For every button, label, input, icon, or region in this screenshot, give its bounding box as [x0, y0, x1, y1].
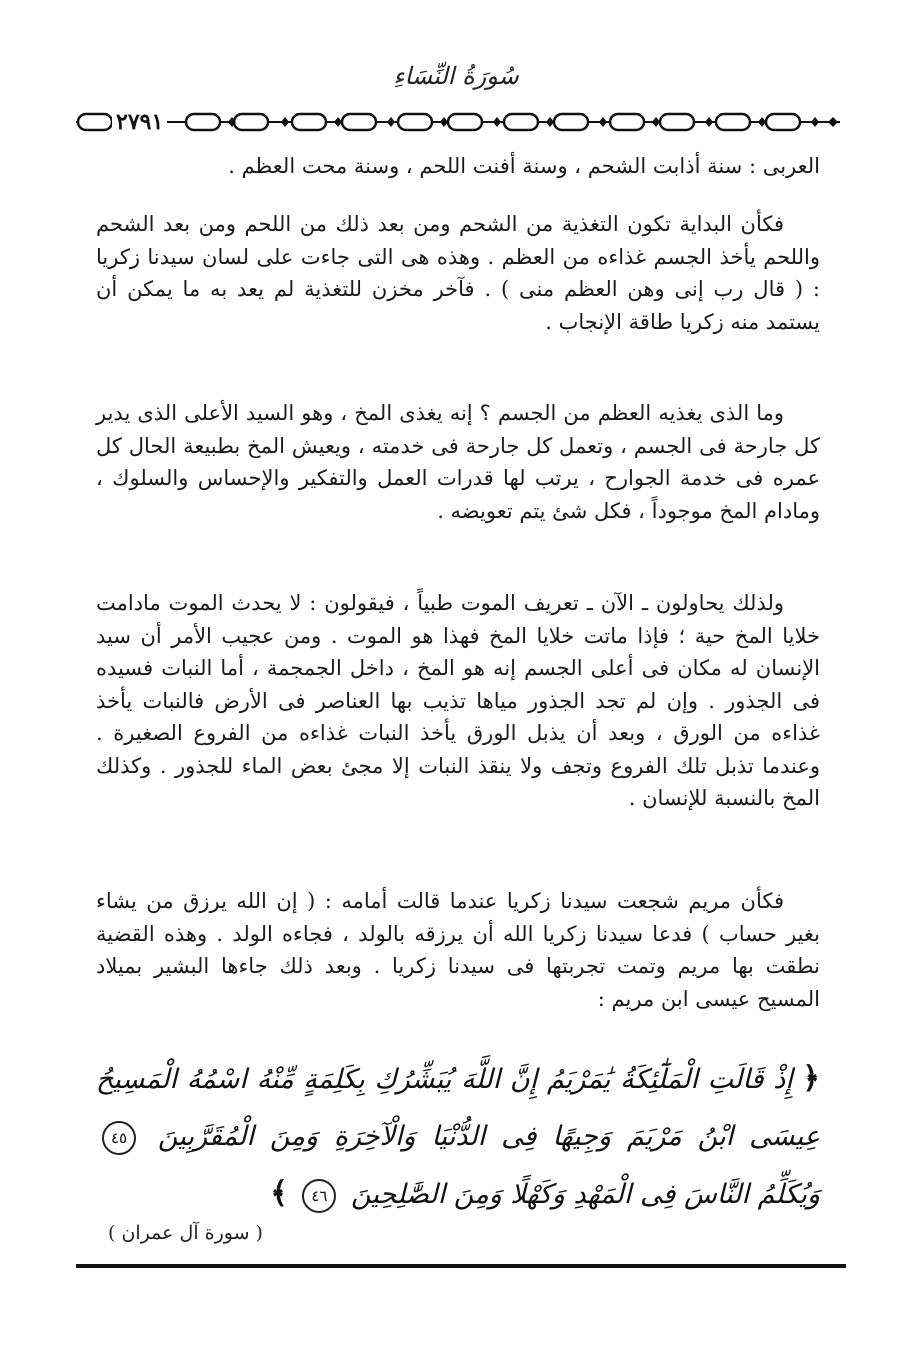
footer-divider	[76, 1264, 846, 1268]
surah-title: سُورَةُ النِّسَاءِ	[393, 62, 519, 90]
page-number: ٢٧٩١	[112, 108, 167, 136]
paragraph-maryam	[96, 885, 820, 1015]
ornamental-header-band	[76, 108, 840, 136]
paragraph-brain	[96, 397, 820, 527]
paragraph-text: فكأن مريم شجعت سيدنا زكريا عندما قالت أمامه : ( إن الله يرزق من يشاء بغير حساب ) فدعا سيدنا زكريا الله أن يرزقه بالولد ، فجاءه الولد . وهذه القضية نطقت بها مريم وتمت تجربتها فى سيدنا زكريا . وبعد ذلك جاءها البشير بميلاد المسيح عيسى ابن مريم :	[96, 889, 820, 1011]
quran-verse-block	[96, 1050, 820, 1223]
paragraph-death-definition	[96, 587, 820, 815]
paragraph-text: فكأن البداية تكون التغذية من الشحم ومن بعد ذلك من اللحم ومن بعد الشحم واللحم يأخذ الجسم غذاءه من العظم . وهذه هى التى جاءت على لسان سيدنا زكريا : ( قال رب إنى وهن العظم منى ) . فآخر مخزن للتغذية لم يعد به ما يمكن أن يستمد منه زكريا طاقة الإنجاب .	[96, 212, 820, 334]
quran-verse-text: وَيُكَلِّمُ النَّاسَ فِى الْمَهْدِ وَكَهْلًا وَمِنَ الصَّٰلِحِينَ	[350, 1179, 820, 1210]
verse-source-citation: ( سورة آل عمران )	[108, 1222, 263, 1244]
paragraph-nutrition	[96, 208, 820, 338]
ayah-number-marker: ٤٥	[102, 1121, 136, 1155]
quran-open-bracket: ﴿	[802, 1061, 820, 1096]
paragraph-text: وما الذى يغذيه العظم من الجسم ؟ إنه يغذى المخ ، وهو السيد الأعلى الذى يدير كل جارحة فى الجسم ، وتعمل كل جارحة فى خدمته ، ويعيش المخ بطبيعة الحال كل عمره فى خدمة الجوارح ، يرتب لها قدرات العمل والتفكير والإحساس والسلوك ، ومادام المخ موجوداً ، فكل شئ يتم تعويضه .	[96, 401, 820, 523]
paragraph-text: العربى : سنة أذابت الشحم ، وسنة أفنت اللحم ، وسنة محت العظم .	[228, 154, 820, 178]
ayah-number-marker: ٤٦	[302, 1179, 336, 1213]
paragraph-text: ولذلك يحاولون ـ الآن ـ تعريف الموت طبياً ، فيقولون : لا يحدث الموت مادامت خلايا المخ حية ؛ فإذا ماتت خلايا المخ فهذا هو الموت . ومن عجيب الأمر أن سيد الإنسان له مكان فى أعلى الجسم إنه هو المخ ، داخل الجمجمة ، أما النبات فسيده فى الجذور . وإن لم تجد الجذور مياها تذيب بها العناصر فى الأرض فالنبات يأخذ غذاءه من الورق ، وبعد أن يذبل الورق يأخذ النبات غذاءه من الفروع الصغيرة . وعندما تذبل تلك الفروع وتجف ولا ينقذ النبات إلا مجئ بعض الماء للجذور . وكذلك المخ بالنسبة للإنسان .	[96, 591, 820, 810]
quran-close-bracket: ﴾	[270, 1176, 288, 1211]
paragraph-intro	[96, 150, 820, 183]
quran-verse-text: إِذْ قَالَتِ الْمَلَٰٓئِكَةُ يَٰمَرْيَمُ إِنَّ اللَّهَ يُبَشِّرُكِ بِكَلِمَةٍ مِّنْهُ اسْمُهُ الْمَسِيحُ عِيسَى ابْنُ مَرْيَمَ وَجِيهًا فِى الدُّنْيَا وَالْآخِرَةِ وَمِنَ الْمُقَرَّبِينَ	[96, 1064, 820, 1152]
